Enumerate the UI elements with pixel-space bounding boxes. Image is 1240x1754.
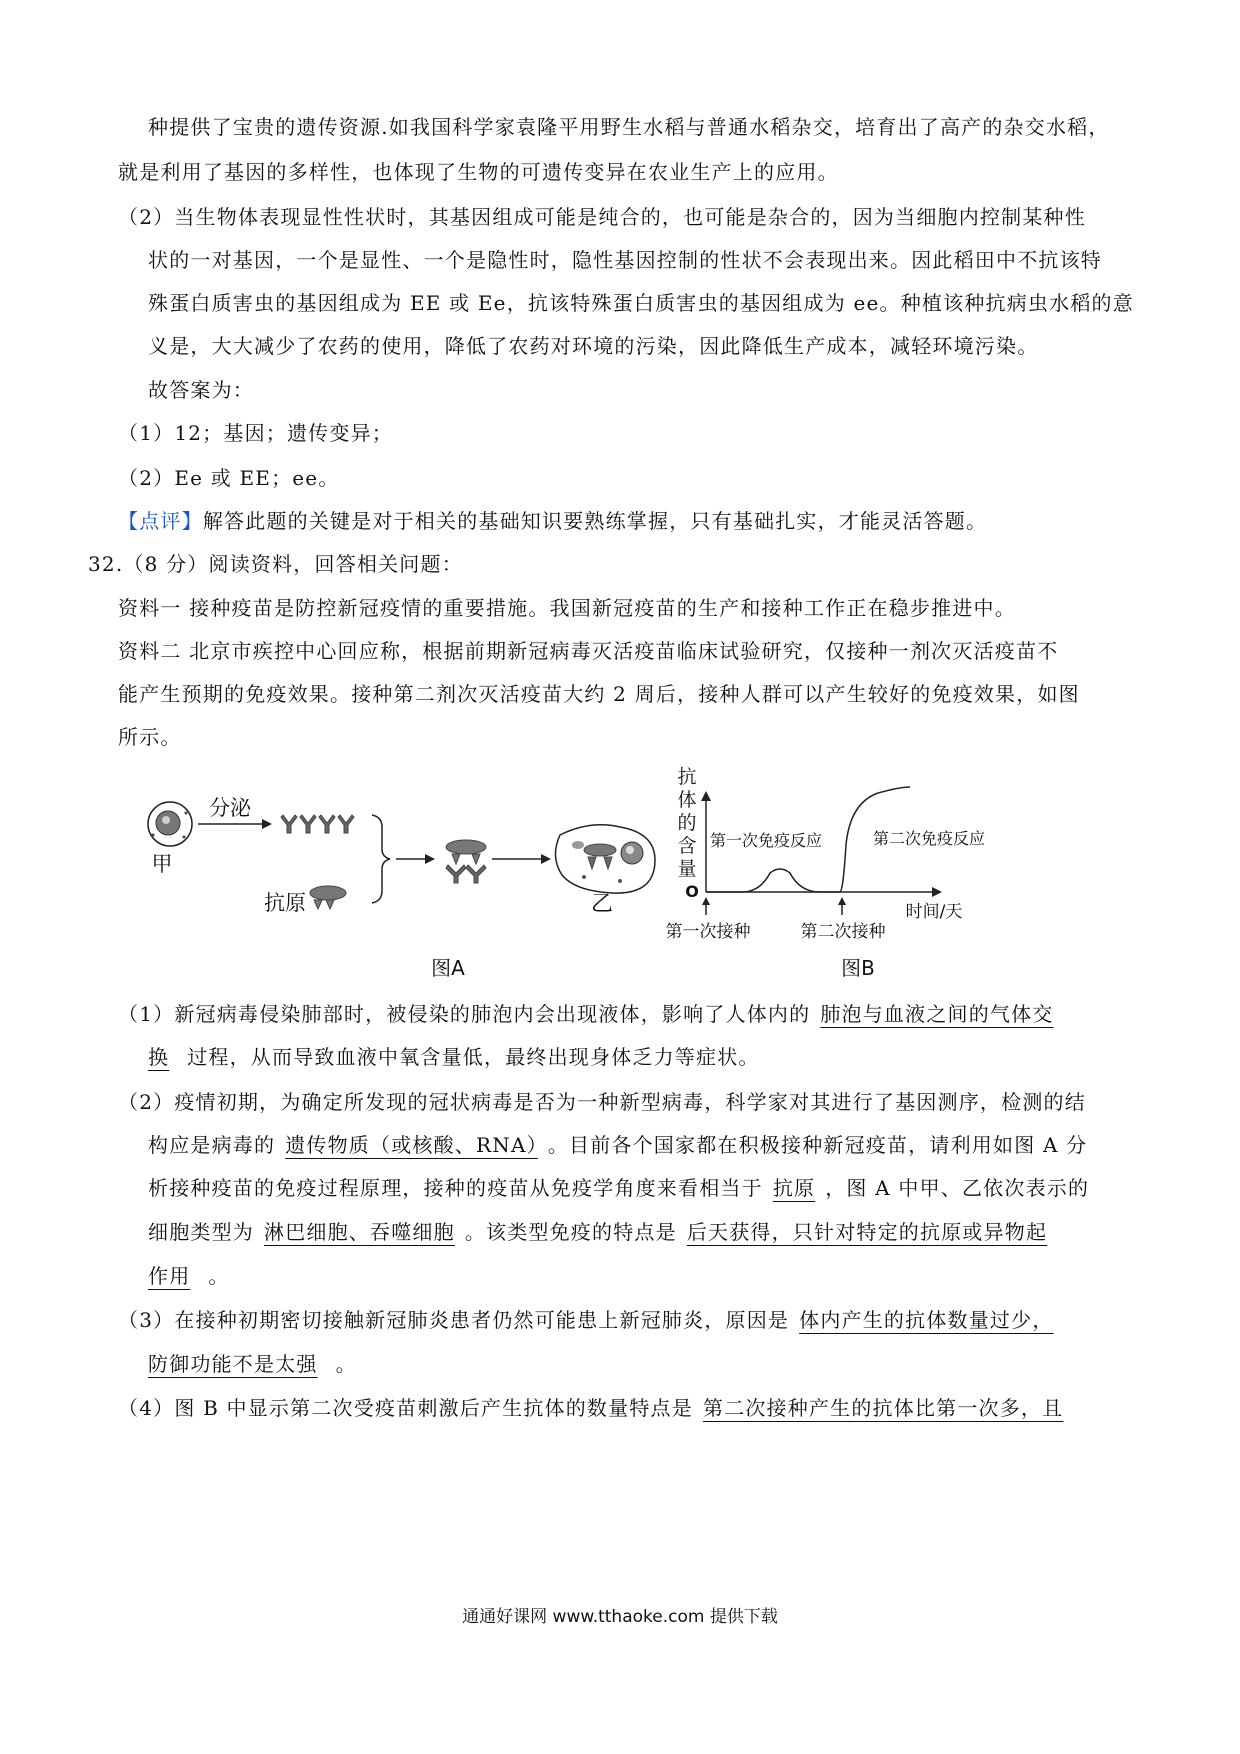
question-3-line (148, 1349, 1128, 1379)
figure-a (148, 796, 655, 980)
answer-blank: 遗传物质（或核酸、RNA） (285, 1133, 538, 1157)
second-dose-label: 第二次接种 (800, 922, 886, 942)
ylabel-char: 的 (677, 812, 697, 834)
text-line: 资料一 接种疫苗是防控新冠疫情的重要措施。我国新冠疫苗的生产和接种工作正在稳步推进中。 (118, 596, 1016, 620)
text-line: 状的一对基因，一个是显性、一个是隐性时，隐性基因控制的性状不会表现出来。因此稻田中不抗该特 (148, 248, 1102, 272)
question-1-line (148, 1042, 1128, 1072)
text-line: （2）Ee 或 EE；ee。 (118, 466, 340, 490)
ylabel-char: 体 (677, 789, 697, 811)
antigen-antibody-complex (446, 840, 486, 883)
second-response-label: 第二次免疫反应 (872, 829, 986, 848)
question-text: （4）图 B 中显示第二次受疫苗刺激后产生抗体的数量特点是 (118, 1396, 693, 1420)
question-2-line (148, 1173, 1128, 1203)
answer-blank: 体内产生的抗体数量过少， (799, 1308, 1054, 1332)
question-2-line (148, 1261, 1128, 1291)
answer-blank: 防御功能不是太强 (148, 1352, 318, 1376)
question-4-line (118, 1393, 1098, 1423)
question-text: ，图 A 中甲、乙依次表示的 (825, 1176, 1090, 1200)
question-2-line (148, 1130, 1128, 1160)
origin-label: O (685, 882, 699, 901)
answer-blank: 后天获得，只针对特定的抗原或异物起 (686, 1220, 1048, 1244)
text-line: （1）12；基因；遗传变异； (118, 421, 393, 445)
question-2-line (148, 1217, 1128, 1247)
question-text: 。目前各个国家都在积极接种新冠疫苗，请利用如图 A 分 (547, 1133, 1088, 1157)
question-text: 。 (335, 1352, 357, 1376)
text-line: 所示。 (118, 725, 182, 749)
answer-blank: 第二次接种产生的抗体比第一次多，且 (702, 1396, 1064, 1420)
question-heading: 32.（8 分）阅读资料，回答相关问题： (88, 552, 463, 576)
brace (372, 815, 390, 903)
question-text: 过程，从而导致血液中氧含量低，最终出现身体乏力等症状。 (187, 1045, 760, 1069)
question-1-line (118, 999, 1098, 1029)
caption-figure-b: 图B (841, 956, 875, 980)
figure-b (666, 766, 986, 980)
question-3-line (118, 1305, 1098, 1335)
question-text: 。 (208, 1264, 230, 1288)
comment-text: 解答此题的关键是对于相关的基础知识要熟练掌握，只有基础扎实，才能灵活答题。 (202, 509, 988, 533)
comment-line (118, 506, 1098, 536)
question-text: 细胞类型为 (148, 1220, 254, 1244)
first-dose-label: 第一次接种 (665, 922, 751, 942)
question-text: 。该类型免疫的特点是 (464, 1220, 677, 1244)
answer-blank: 肺泡与血液之间的气体交 (820, 1002, 1054, 1026)
question-text: 构应是病毒的 (148, 1133, 276, 1157)
label-yi: 乙 (590, 892, 614, 917)
question-text: （1）新冠病毒侵染肺部时，被侵染的肺泡内会出现液体，影响了人体内的 (118, 1002, 811, 1026)
comment-tag: 【点评】 (118, 509, 203, 533)
question-text: （3）在接种初期密切接触新冠肺炎患者仍然可能患上新冠肺炎，原因是 (118, 1308, 790, 1332)
phagocyte-cell (555, 825, 655, 893)
label-secrete: 分泌 (209, 796, 251, 820)
ylabel-char: 抗 (677, 766, 697, 788)
answer-blank: 作用 (148, 1264, 191, 1288)
page-footer: 通通好课网 www.tthaoke.com 提供下载 (462, 1607, 778, 1627)
label-antigen: 抗原 (264, 891, 306, 915)
answer-blank: 淋巴细胞、吞噬细胞 (264, 1220, 455, 1244)
antigen-shape (310, 886, 346, 909)
first-response-curve (706, 869, 840, 892)
text-line: 能产生预期的免疫效果。接种第二剂次灭活疫苗大约 2 周后，接种人群可以产生较好的免疫效果，如图 (118, 682, 1080, 706)
question-2-line: （2）疫情初期，为确定所发现的冠状病毒是否为一种新型病毒，科学家对其进行了基因测序，检测的结 (118, 1090, 1086, 1114)
answer-blank: 抗原 (772, 1176, 816, 1200)
question-text: 析接种疫苗的免疫过程原理，接种的疫苗从免疫学角度来看相当于 (148, 1176, 763, 1200)
ylabel-char: 含 (677, 835, 697, 857)
x-axis-label: 时间/天 (905, 902, 963, 922)
answer-blank: 换 (148, 1045, 170, 1069)
caption-figure-a: 图A (431, 956, 465, 980)
text-line: 就是利用了基因的多样性，也体现了生物的可遗传变异在农业生产上的应用。 (118, 160, 839, 184)
label-jia: 甲 (151, 852, 173, 876)
lymphocyte-cell (148, 802, 192, 846)
text-line: 种提供了宝贵的遗传资源.如我国科学家袁隆平用野生水稻与普通水稻杂交，培育出了高产的杂交水稻， (148, 115, 1110, 139)
antibodies (281, 815, 354, 833)
first-response-label: 第一次免疫反应 (709, 831, 823, 850)
text-line: （2）当生物体表现显性性状时，其基因组成可能是纯合的，也可能是杂合的，因为当细胞内控制某种性 (118, 205, 1086, 229)
text-line: 故答案为： (148, 378, 254, 402)
text-line: 殊蛋白质害虫的基因组成为 EE 或 Ee，抗该特殊蛋白质害虫的基因组成为 ee。种植该种抗病虫水稻的意 (148, 291, 1134, 315)
text-line: 资料二 北京市疾控中心回应称，根据前期新冠病毒灭活疫苗临床试验研究，仅接种一剂次灭活疫苗不 (118, 639, 1059, 663)
text-line: 义是，大大减少了农药的使用，降低了农药对环境的污染，因此降低生产成本，减轻环境污染。 (148, 334, 1039, 358)
ylabel-char: 量 (677, 858, 697, 880)
